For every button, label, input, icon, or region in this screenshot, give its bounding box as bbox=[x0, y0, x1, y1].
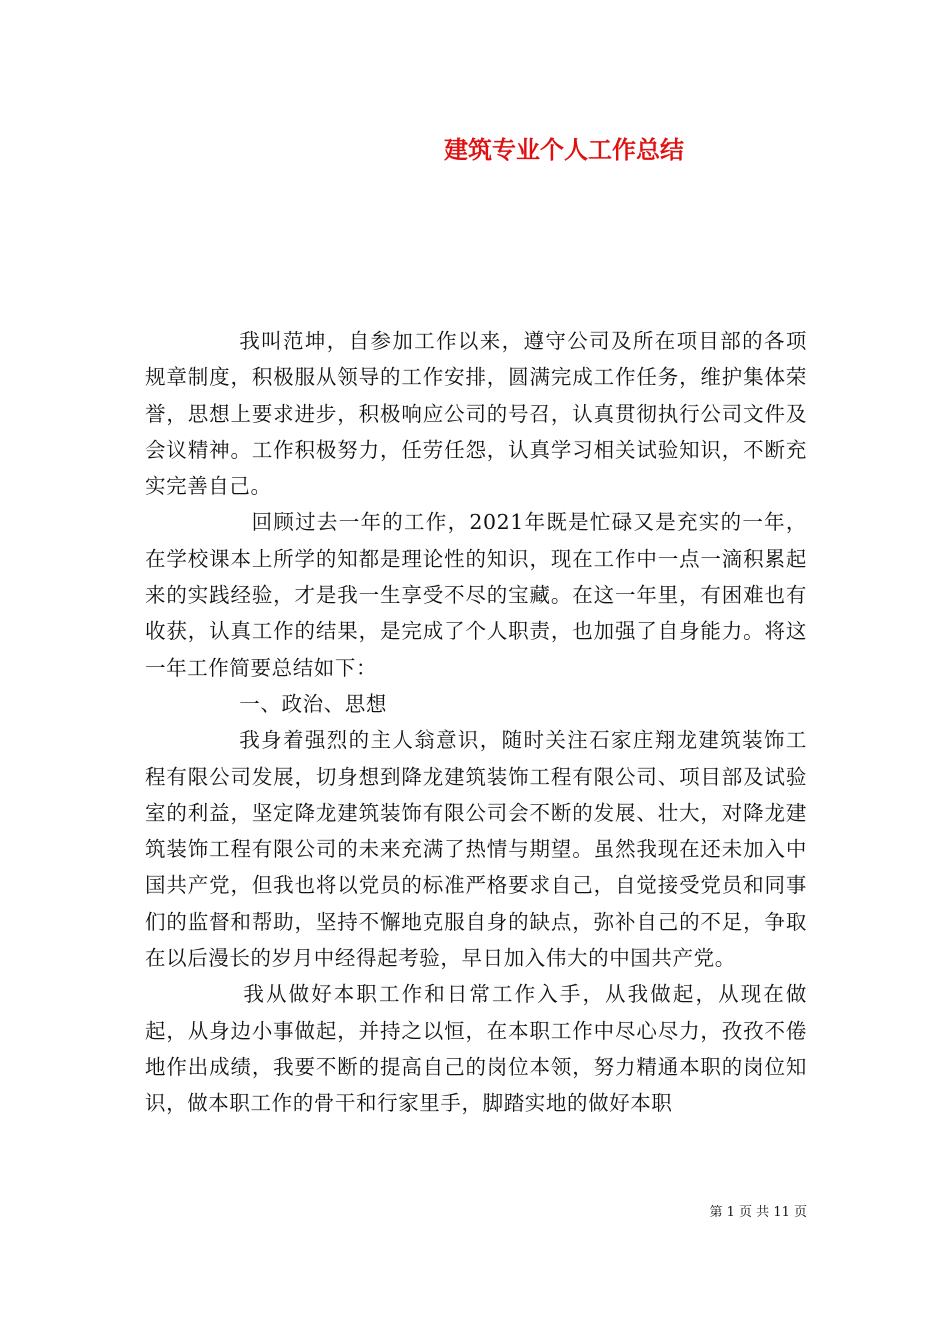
section-heading-politics: 一、政治、思想 bbox=[239, 691, 387, 716]
page-number: 第 1 页 共 11 页 bbox=[709, 1205, 807, 1220]
document-title: 建筑专业个人工作总结 bbox=[444, 136, 684, 164]
paragraph-duty: 我从做好本职工作和日常工作入手，从我做起，从现在做起，从身边小事做起，并持之以恒，在本职工作中尽心尽力，孜孜不倦地作出成绩，我要不断的提高自己的岗位本领，努力精通本职的岗位知识，做本职工作的骨干和行家里手，脚踏实地的做好本职 bbox=[145, 982, 807, 1116]
document-body bbox=[145, 323, 807, 1122]
paragraph-intro: 我叫范坤，自参加工作以来，遵守公司及所在项目部的各项规章制度，积极服从领导的工作安排，圆满完成工作任务，维护集体荣誉，思想上要求进步，积极响应公司的号召，认真贯彻执行公司文件及会议精神。工作积极努力，任劳任怨，认真学习相关试验知识，不断充实完善自己。 bbox=[145, 329, 807, 499]
paragraph-review: 回顾过去一年的工作，2021年既是忙碌又是充实的一年，在学校课本上所学的知都是理论性的知识，现在工作中一点一滴积累起来的实践经验，才是我一生享受不尽的宝藏。在这一年里，有困难也有收获，认真工作的结果，是完成了个人职责，也加强了自身能力。将这一年工作简要总结如下： bbox=[145, 510, 807, 680]
paragraph-politics: 我身着强烈的主人翁意识，随时关注石家庄翔龙建筑装饰工程有限公司发展，切身想到降龙建筑装饰工程有限公司、项目部及试验室的利益，坚定降龙建筑装饰有限公司会不断的发展、壮大，对降龙建筑装饰工程有限公司的未来充满了热情与期望。虽然我现在还未加入中国共产党，但我也将以党员的标准严格要求自己，自觉接受党员和同事们的监督和帮助，坚持不懈地克服自身的缺点，弥补自己的不足，争取在以后漫长的岁月中经得起考验，早日加入伟大的中国共产党。 bbox=[145, 728, 807, 971]
